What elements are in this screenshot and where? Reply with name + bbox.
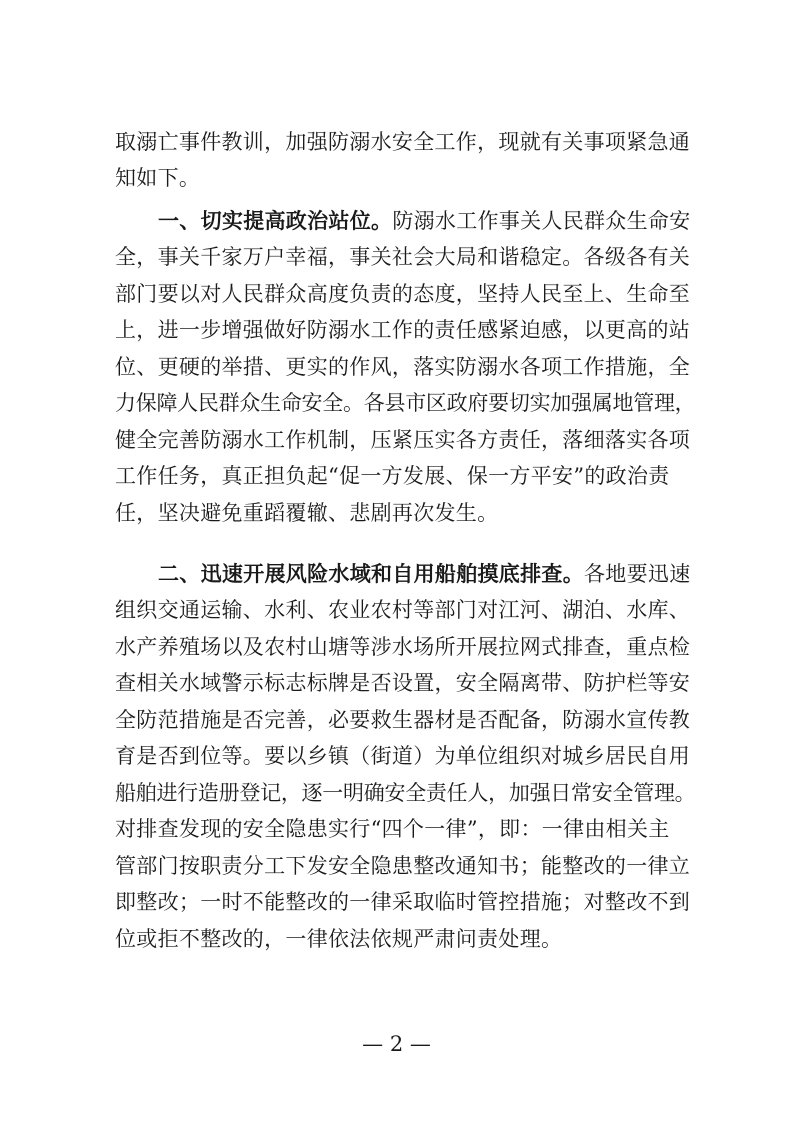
body-line: 位或拒不整改的，一律依法依规严肃问责处理。 (115, 927, 563, 951)
body-line: 即整改；一时不能整改的一律采取临时管控措施；对整改不到 (115, 890, 691, 914)
section-two-first-line (158, 560, 695, 588)
body-line: 上，进一步增强做好防溺水工作的责任感紧迫感，以更高的站 (115, 318, 691, 342)
section-two-heading: 二、迅速开展风险水域和自用船舶摸底排查。 (158, 562, 584, 586)
body-line: 水产养殖场以及农村山塘等涉水场所开展拉网式排查，重点检 (115, 635, 691, 659)
body-line: 对排查发现的安全隐患实行“四个一律”，即：一律由相关主 (115, 817, 670, 841)
body-line: 知如下。 (115, 166, 201, 190)
body-line: 力保障人民群众生命安全。各县市区政府要切实加强属地管理， (115, 391, 696, 415)
body-line: 组织交通运输、水利、农业农村等部门对江河、湖泊、水库、 (115, 598, 691, 622)
body-line: 全，事关千家万户幸福，事关社会大局和谐稳定。各级各有关 (115, 245, 691, 269)
body-line: 健全完善防溺水工作机制，压紧压实各方责任，落细落实各项 (115, 428, 691, 452)
body-line: 部门要以对人民群众高度负责的态度，坚持人民至上、生命至 (115, 282, 691, 306)
body-line: 任，坚决避免重蹈覆辙、悲剧再次发生。 (115, 501, 499, 525)
body-line: 取溺亡事件教训，加强防溺水安全工作，现就有关事项紧急通 (115, 130, 691, 154)
page-number: — 2 — (362, 1032, 431, 1056)
body-line: 育是否到位等。要以乡镇（街道）为单位组织对城乡居民自用 (115, 744, 691, 768)
body-line: 工作任务，真正担负起“促一方发展、保一方平安”的政治责 (115, 464, 670, 488)
body-text: 各地要迅速 (584, 562, 691, 586)
section-one-heading: 一、切实提高政治站位。 (158, 209, 393, 233)
body-line: 位、更硬的举措、更实的作风，落实防溺水各项工作措施，全 (115, 355, 691, 379)
body-line: 查相关水域警示标志标牌是否设置，安全隔离带、防护栏等安 (115, 671, 691, 695)
body-line: 管部门按职责分工下发安全隐患整改通知书；能整改的一律立 (115, 854, 691, 878)
body-line: 船舶进行造册登记，逐一明确安全责任人，加强日常安全管理。 (115, 781, 696, 805)
section-one-first-line (158, 207, 695, 235)
body-line: 全防范措施是否完善，必要救生器材是否配备，防溺水宣传教 (115, 708, 691, 732)
body-text: 防溺水工作事关人民群众生命安 (392, 209, 691, 233)
